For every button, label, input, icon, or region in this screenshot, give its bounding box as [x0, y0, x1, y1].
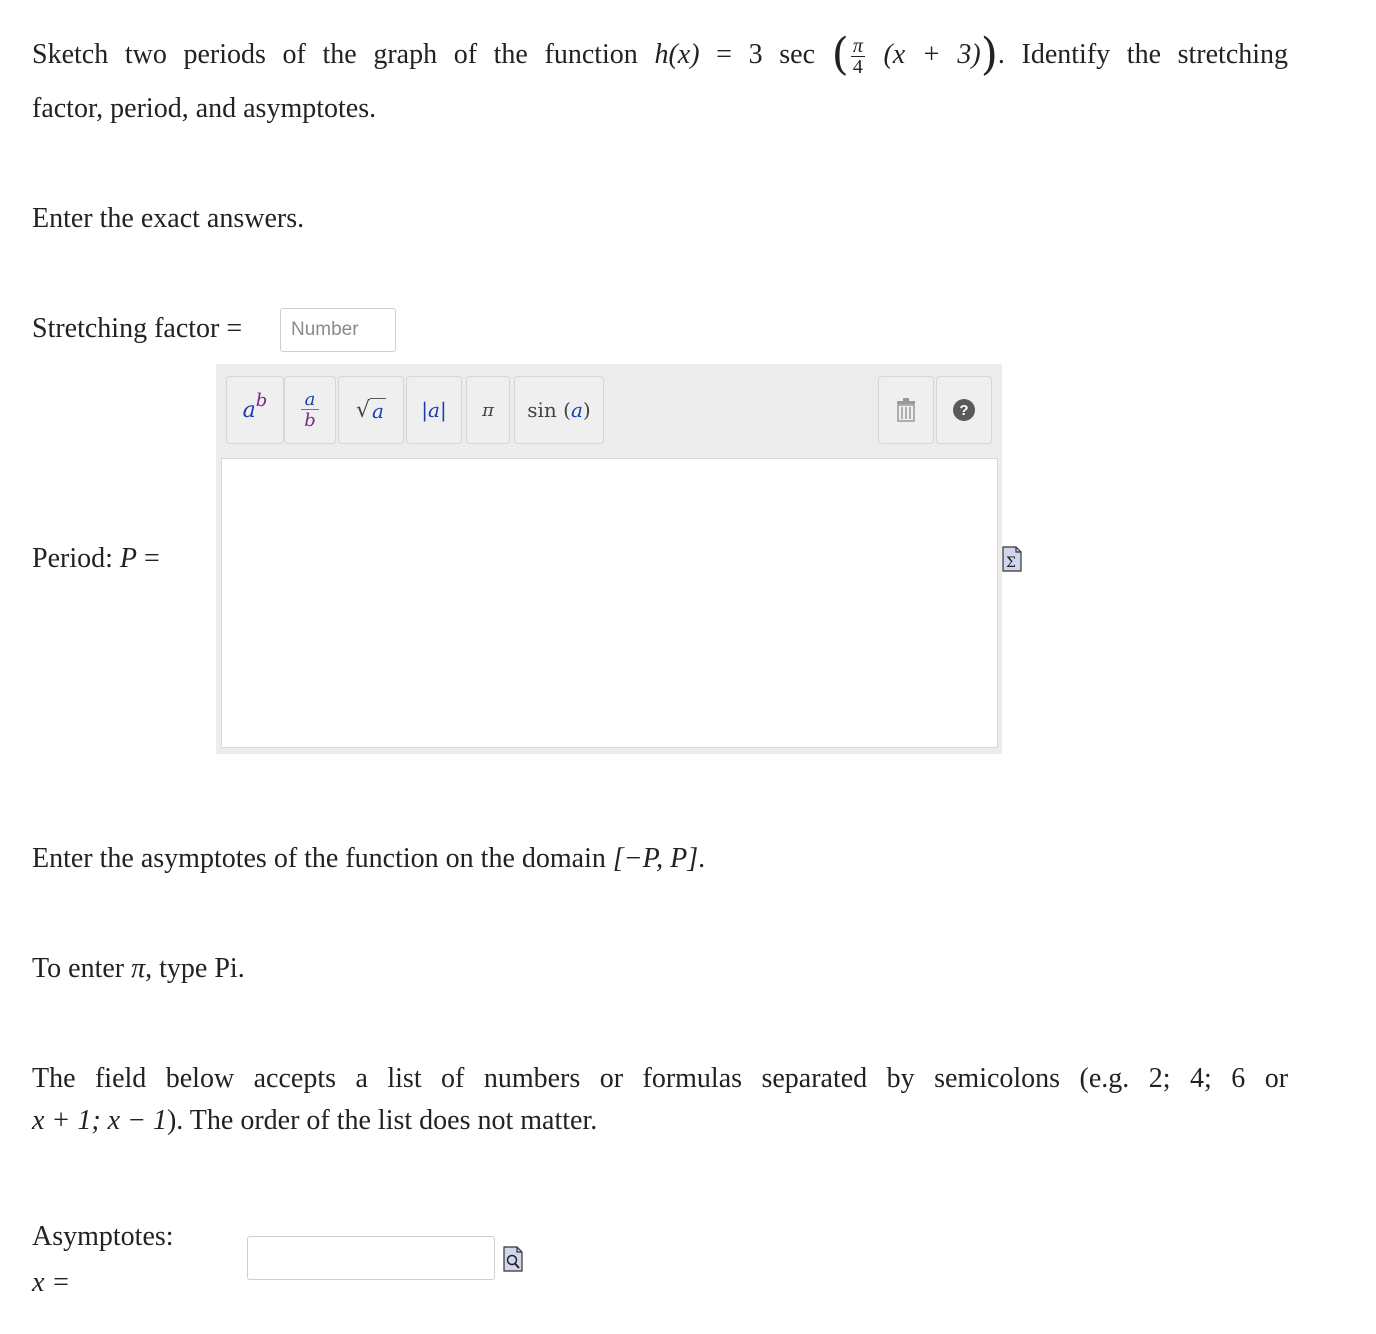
- asymptote-prompt-text: Enter the asymptotes of the function on the domain: [32, 843, 606, 874]
- power-base: a: [242, 397, 256, 423]
- question-line-2: factor, period, and asymptotes.: [32, 93, 377, 124]
- sin-label: sin: [527, 398, 557, 422]
- period-var: P: [119, 543, 137, 574]
- sin-button[interactable]: sin ( a ): [514, 376, 604, 444]
- abs-label: |a|: [421, 398, 447, 422]
- pi-tip: [32, 948, 245, 990]
- clear-button[interactable]: [878, 376, 934, 444]
- asymptotes-x-label: x =: [32, 1267, 71, 1298]
- svg-text:?: ?: [959, 402, 969, 419]
- question-after: . Identify the stretching: [997, 39, 1289, 70]
- stretching-factor-label: [32, 308, 242, 350]
- sin-arg: a: [570, 398, 583, 422]
- help-icon: [952, 398, 976, 422]
- instruction-exact: Enter the exact answers.: [32, 203, 305, 234]
- preview-icon[interactable]: [503, 1246, 523, 1272]
- pi-tip-pre: To enter: [32, 953, 125, 984]
- list-help-example-1: 2; 4; 6: [1148, 1063, 1246, 1094]
- fraction-top: a: [301, 391, 319, 410]
- help-button[interactable]: [936, 376, 992, 444]
- fraction-button[interactable]: [284, 376, 336, 444]
- pi-tip-post: , type Pi.: [145, 953, 245, 984]
- svg-text:Σ: Σ: [1006, 555, 1016, 571]
- period-label: [32, 538, 160, 580]
- period-math-input[interactable]: [221, 458, 998, 748]
- list-help-example-2: x + 1; x − 1: [32, 1105, 167, 1136]
- coefficient-sec: 3 sec: [748, 39, 815, 70]
- left-paren: (: [831, 29, 849, 80]
- equals-sign: =: [716, 39, 732, 70]
- stretching-equals: =: [226, 313, 243, 344]
- asymptotes-input[interactable]: [247, 1236, 495, 1280]
- period-equals: =: [144, 543, 160, 574]
- pi-tip-symbol: π: [131, 953, 146, 984]
- function-arg: (x): [668, 39, 700, 70]
- asymptotes-label: Asymptotes:: [32, 1221, 174, 1252]
- pi-button[interactable]: [466, 376, 510, 444]
- frac-numerator: π: [852, 35, 863, 58]
- list-help-line-1: [32, 1058, 1288, 1100]
- fraction-bottom: b: [304, 409, 316, 431]
- list-help-text-b: ). The order of the list does not matter.: [166, 1105, 598, 1136]
- question-intro: Sketch two periods of the graph of the function: [32, 39, 638, 70]
- sqrt-radicand: a: [372, 398, 384, 423]
- power-exponent: b: [255, 389, 268, 411]
- function-name: h: [654, 39, 669, 70]
- inner-argument: (x + 3): [883, 39, 981, 70]
- list-help-or: or: [1264, 1063, 1289, 1094]
- math-editor: [216, 364, 1002, 754]
- power-button[interactable]: [226, 376, 284, 444]
- list-help-line-2: [32, 1100, 597, 1142]
- stretching-factor-input[interactable]: [280, 308, 396, 352]
- asymptote-prompt: [32, 838, 705, 880]
- sqrt-icon: √: [356, 397, 371, 423]
- sigma-formula-icon[interactable]: [1002, 546, 1022, 572]
- function-expression: [654, 29, 998, 80]
- pi-over-4: [851, 36, 865, 77]
- asymptote-prompt-end: .: [698, 843, 706, 874]
- abs-button[interactable]: [406, 376, 462, 444]
- stretching-factor-text: Stretching factor: [32, 313, 220, 344]
- right-paren: ): [980, 29, 998, 80]
- list-help-text-a: The field below accepts a list of numbers or formulas separated by semicolons (e.g.: [32, 1063, 1130, 1094]
- period-label-text: Period:: [32, 543, 113, 574]
- question-line-1: [32, 29, 1289, 80]
- trash-icon: [895, 398, 917, 422]
- frac-denominator: 4: [852, 56, 863, 79]
- domain-interval: [−P, P]: [612, 843, 699, 874]
- sqrt-button[interactable]: [338, 376, 404, 444]
- pi-label: π: [482, 399, 494, 421]
